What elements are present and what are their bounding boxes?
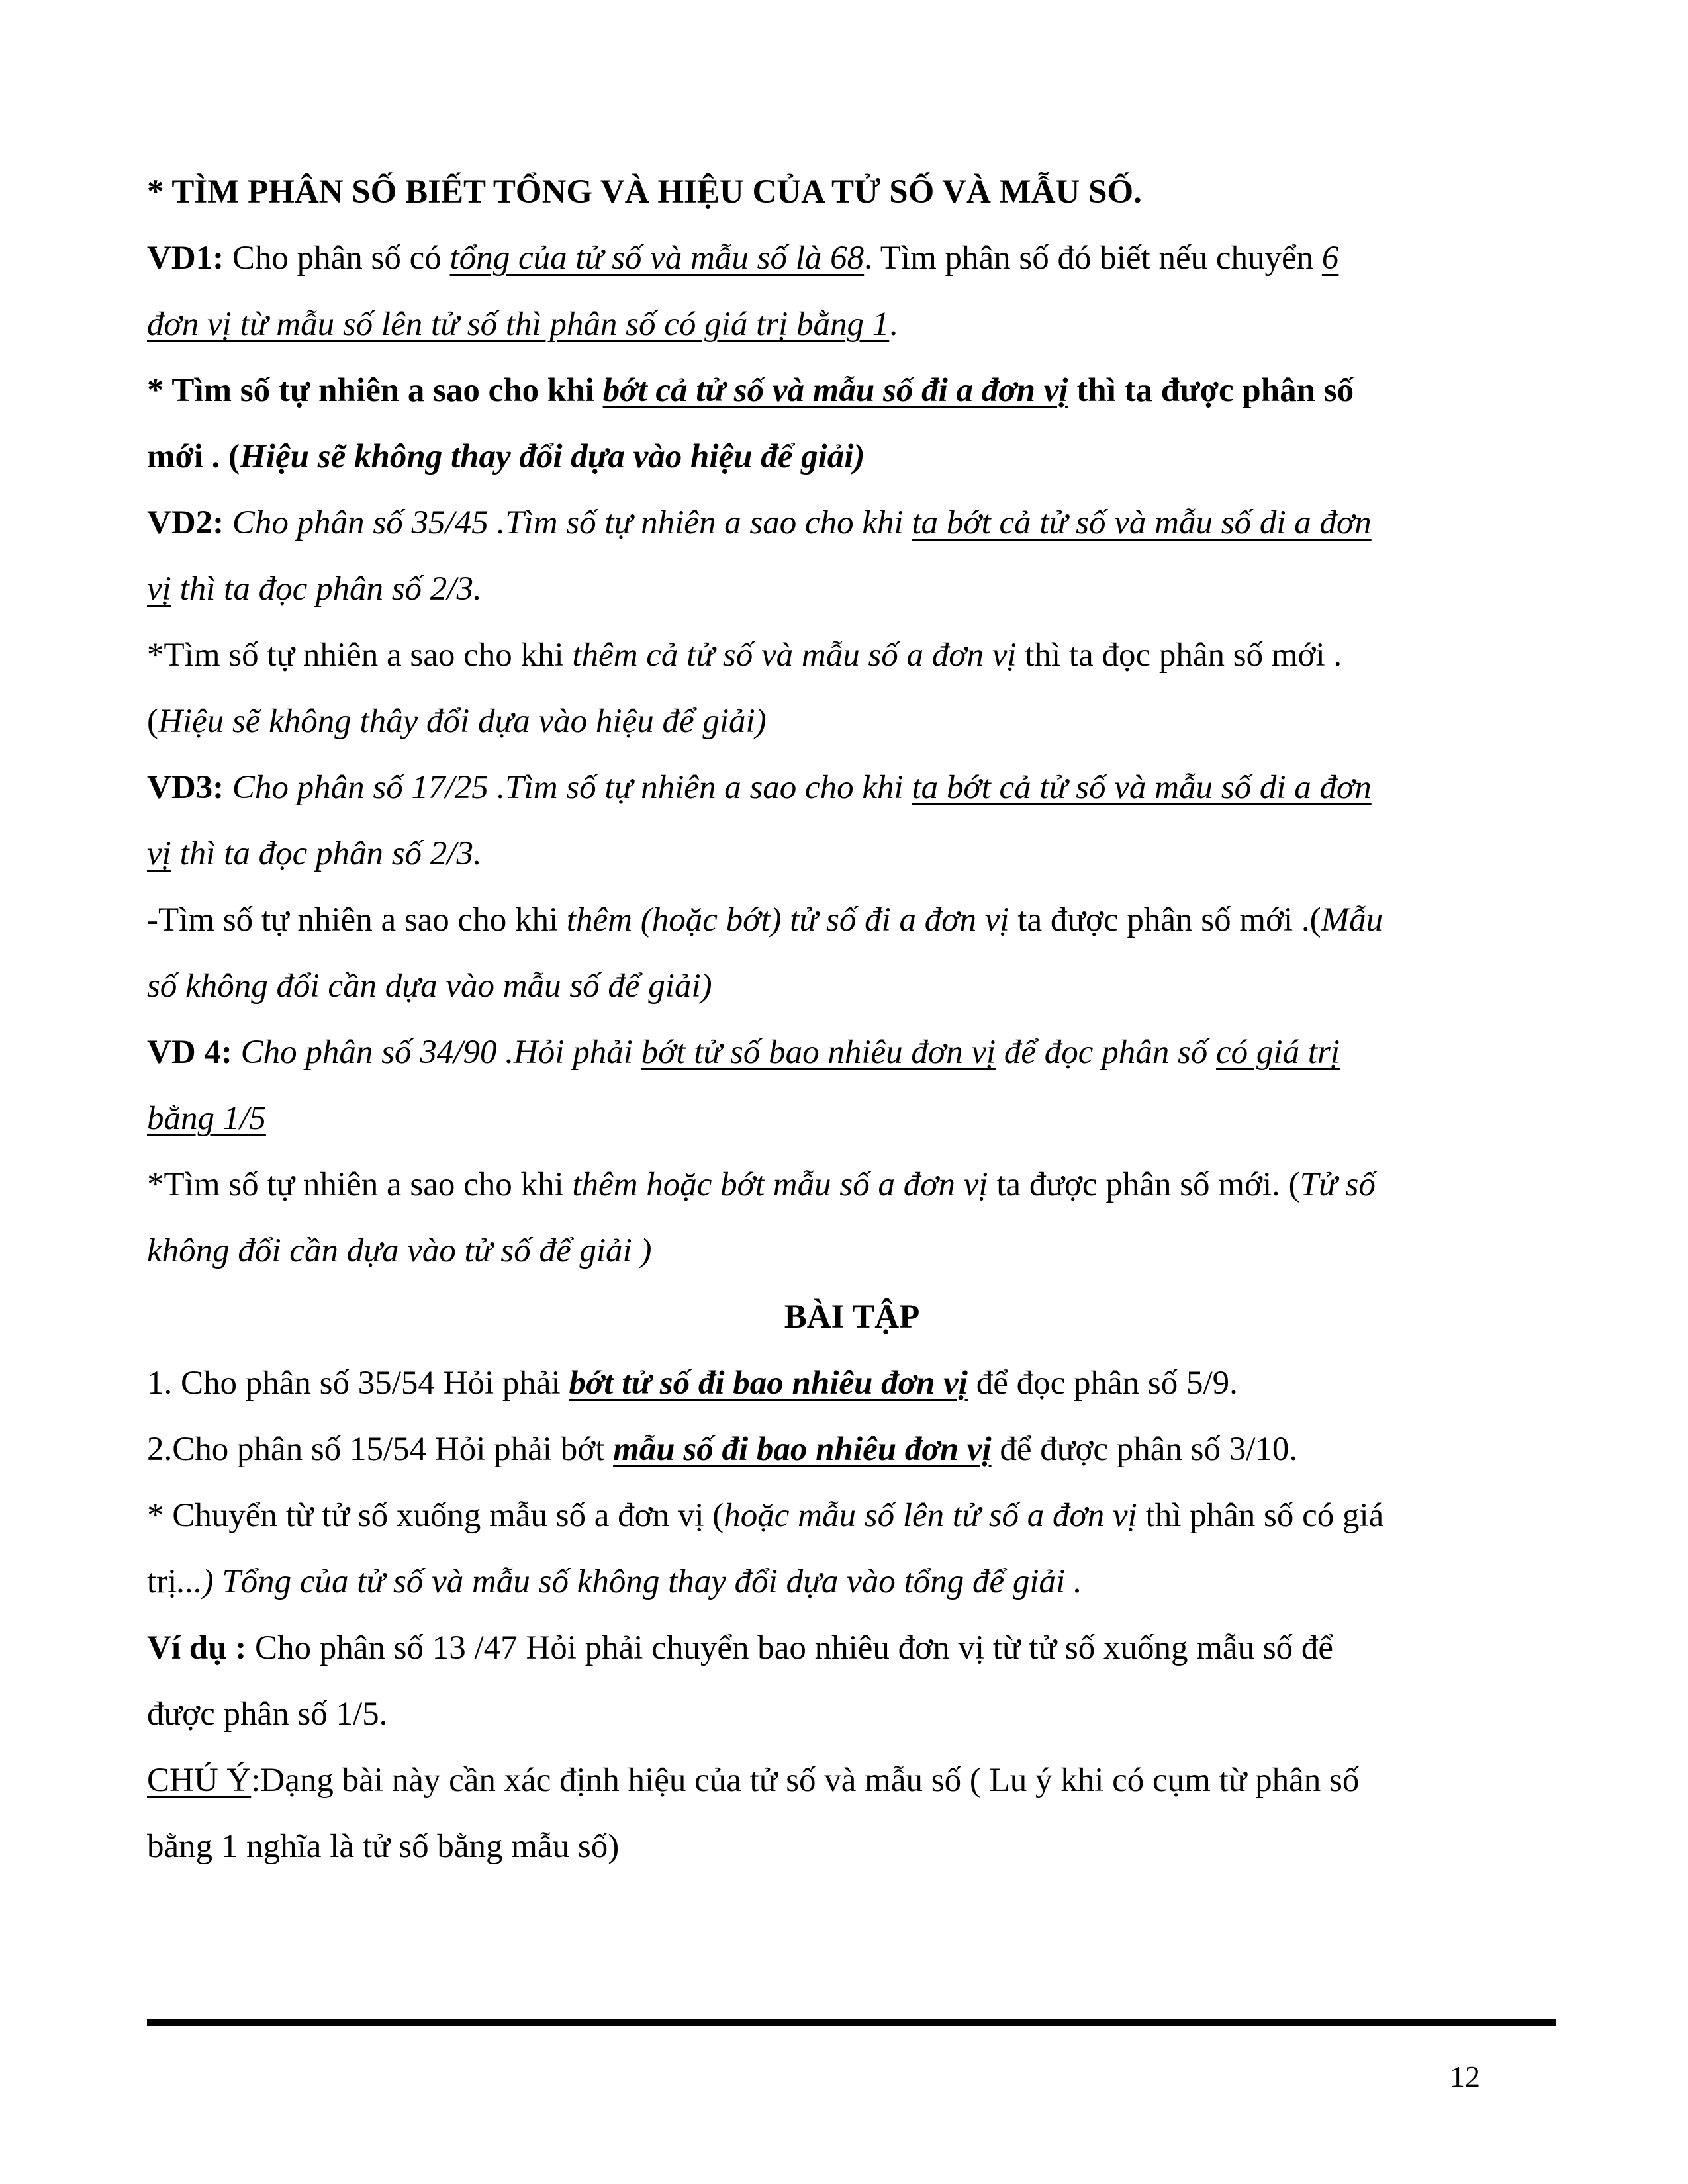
text-run: có giá trị [1216, 1034, 1340, 1071]
text-run: bằng 1 nghĩa là tử số bằng mẫu số) [147, 1828, 620, 1865]
example-line-2 [147, 1681, 1557, 1747]
text-run: bằng 1/5 [147, 1100, 266, 1137]
note-line-1 [147, 1747, 1557, 1813]
text-run: mới . ( [147, 438, 240, 475]
page-number: 12 [1450, 2060, 1480, 2093]
exercise-1 [147, 1350, 1557, 1416]
vd4-line-2 [147, 1085, 1557, 1152]
text-run: mẫu số đi bao nhiêu đơn vị [613, 1431, 992, 1468]
exercise-title [147, 1284, 1557, 1350]
text-run: vị [147, 570, 171, 608]
text-run: số không đổi cần dựa vào mẫu số để giải) [147, 968, 712, 1005]
text-run: ta được phân số mới. ( [988, 1166, 1300, 1203]
text-run: để được phân số 3/10. [991, 1431, 1298, 1468]
text-run: Hiệu sẽ không thay đổi dựa vào hiệu để giải) [240, 438, 865, 475]
text-run: * Tìm số tự nhiên a sao cho khi [147, 372, 603, 409]
text-run: đơn vị từ mẫu số lên tử số thì phân số có giá trị bằng 1 [147, 306, 890, 343]
text-run: *Tìm số tự nhiên a sao cho khi [147, 1166, 573, 1203]
vd1-label: VD1: [147, 240, 224, 277]
rule2-line-1 [147, 622, 1557, 688]
note-label: CHÚ Ý [147, 1762, 252, 1799]
text-run: 6 [1321, 240, 1339, 277]
vd4-line-1 [147, 1019, 1557, 1085]
text-run: Tử số [1299, 1166, 1376, 1203]
text-run: vị [147, 835, 171, 872]
text-run: thêm hoặc bớt mẫu số a đơn vị [572, 1166, 988, 1203]
rule2-line-2 [147, 688, 1557, 754]
text-run: thì ta đọc phân số 2/3. [171, 835, 482, 872]
vd3-line-2 [147, 821, 1557, 887]
text-run: trị [147, 1563, 177, 1600]
text-run: để đọc phân số [996, 1034, 1217, 1071]
text-run: thêm (hoặc bớt) tử số đi a đơn vị [566, 901, 1009, 938]
note-line-2 [147, 1813, 1557, 1880]
heading-text: * TÌM PHÂN SỐ BIẾT TỔNG VÀ HIỆU CỦA TỬ SỐ VÀ MẪU SỐ. [147, 173, 1142, 210]
text-run: bớt cả tử số và mẫu số đi a đơn vị [602, 372, 1068, 409]
rule5-line-1 [147, 1482, 1557, 1549]
text-run: BÀI TẬP [784, 1298, 920, 1336]
text-run: ta được phân số mới .( [1009, 901, 1321, 938]
vd1-line-2 [147, 291, 1557, 357]
section-heading [147, 159, 1557, 225]
text-run: Cho phân số 35/45 .Tìm số tự nhiên a sao cho khi [224, 504, 912, 541]
text-run: Cho phân số 13 /47 Hỏi phải chuyển bao nhiêu đơn vị từ tử số xuống mẫu số để [246, 1629, 1334, 1666]
text-run: thì phân số có giá [1137, 1497, 1384, 1534]
text-run: để đọc phân số 5/9. [967, 1365, 1238, 1402]
text-run: -Tìm số tự nhiên a sao cho khi [147, 901, 567, 938]
rule3-line-1 [147, 887, 1557, 953]
text-run: Cho phân số 34/90 .Hỏi phải [232, 1034, 641, 1071]
rule1-line-2 [147, 424, 1557, 490]
text-run: ta bớt cả tử số và mẫu số di a đơn [912, 504, 1372, 541]
vd2-line-2 [147, 556, 1557, 622]
text-run: . [889, 306, 898, 343]
text-run: ...) Tổng của tử số và mẫu số không thay đổi dựa vào tổng để giải . [177, 1563, 1082, 1600]
text-run: thì ta được phân số [1068, 372, 1354, 409]
text-run: hoặc mẫu số lên tử số a đơn vị [724, 1497, 1137, 1534]
rule5-line-2 [147, 1549, 1557, 1615]
vd1-line-1 [147, 225, 1557, 291]
text-run: Hiệu sẽ không thây đổi dựa vào hiệu để giải) [158, 703, 767, 740]
rule3-line-2 [147, 953, 1557, 1019]
text-run: Mẫu [1321, 901, 1383, 938]
example-line-1 [147, 1615, 1557, 1681]
text-run: Cho phân số có [224, 240, 450, 277]
text-run: bớt tử số bao nhiêu đơn vị [641, 1034, 996, 1071]
rule4-line-1 [147, 1152, 1557, 1218]
vd3-label: VD3: [147, 769, 224, 806]
text-run: * Chuyển từ tử số xuống mẫu số a đơn vị ( [147, 1497, 724, 1534]
text-run: ( [147, 703, 158, 740]
text-run: . Tìm phân số đó biết nếu chuyển [864, 240, 1322, 277]
vd4-label: VD 4: [147, 1034, 232, 1071]
vd2-label: VD2: [147, 504, 224, 541]
exercise-2 [147, 1416, 1557, 1482]
text-run: thêm cả tử số và mẫu số a đơn vị [572, 637, 1017, 674]
text-run: ta bớt cả tử số và mẫu số di a đơn [912, 769, 1372, 806]
footer-divider [147, 2019, 1556, 2026]
example-label: Ví dụ : [147, 1629, 247, 1666]
text-run: 1. Cho phân số 35/54 Hỏi phải [147, 1365, 569, 1402]
text-run: *Tìm số tự nhiên a sao cho khi [147, 637, 573, 674]
document-body [147, 159, 1557, 1880]
text-run: thì ta đọc phân số mới . [1016, 637, 1342, 674]
text-run: Cho phân số 17/25 .Tìm số tự nhiên a sao cho khi [224, 769, 912, 806]
text-run: bớt tử số đi bao nhiêu đơn vị [569, 1365, 968, 1402]
rule4-line-2 [147, 1218, 1557, 1284]
text-run: được phân số 1/5. [147, 1696, 388, 1733]
text-run: 2.Cho phân số 15/54 Hỏi phải bớt [147, 1431, 614, 1468]
vd2-line-1 [147, 490, 1557, 556]
text-run: tổng của tử số và mẫu số là 68 [449, 240, 865, 277]
text-run: :Dạng bài này cần xác định hiệu của tử số và mẫu số ( Lu ý khi có cụm từ phân số [251, 1762, 1360, 1799]
vd3-line-1 [147, 754, 1557, 821]
text-run: không đổi cần dựa vào tử số để giải ) [147, 1232, 652, 1269]
text-run: thì ta đọc phân số 2/3. [171, 570, 482, 608]
rule1-line-1 [147, 357, 1557, 424]
